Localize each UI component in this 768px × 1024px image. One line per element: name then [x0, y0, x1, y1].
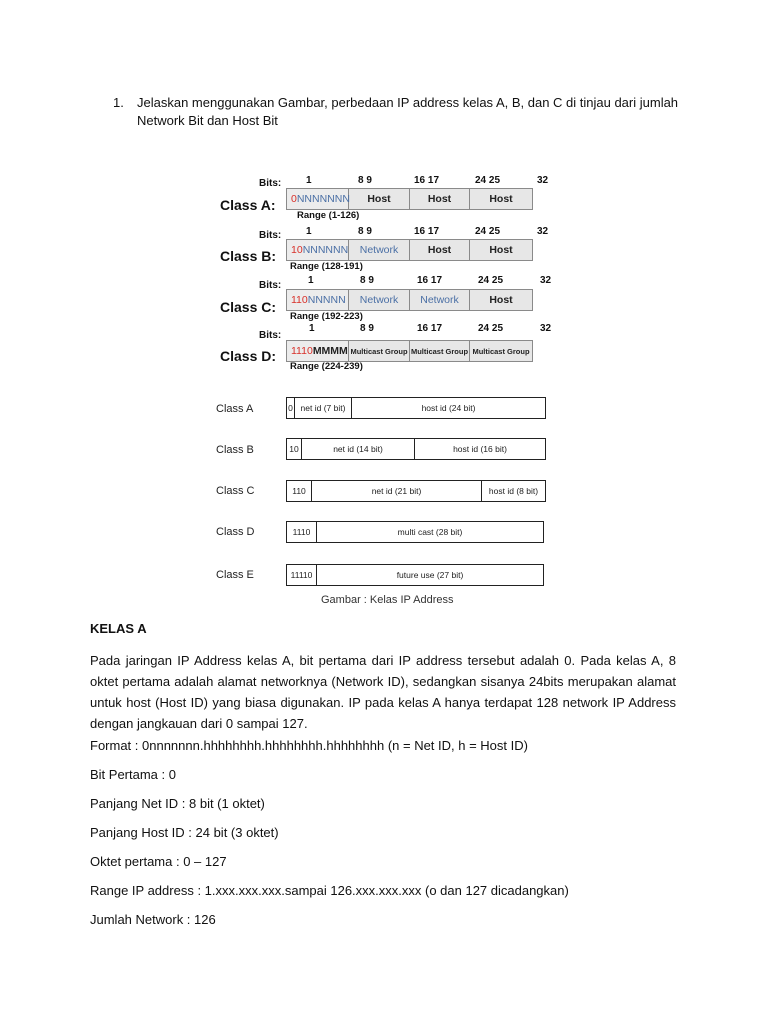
host-id-segment: host id (8 bit)	[488, 486, 539, 496]
prefix-bits: 1110	[287, 522, 317, 542]
octet-4: Host	[489, 244, 513, 256]
ip-range-line: Range IP address : 1.xxx.xxx.xxx.sampai 126.xxx.xxx.xxx (o dan 127 dicadangkan)	[90, 883, 569, 898]
tick-label: 1	[306, 175, 312, 186]
host-id-segment: host id (16 bit)	[453, 444, 507, 454]
class-b-bit-bar	[286, 239, 533, 261]
octet-3: Multicast Group	[410, 341, 470, 361]
range-label: Range (128-191)	[290, 261, 363, 272]
prefix-bits: 110	[287, 481, 312, 501]
host-id-length-line: Panjang Host ID : 24 bit (3 oktet)	[90, 825, 279, 840]
range-label: Range (192-223)	[290, 311, 363, 322]
tick-label: 1	[306, 226, 312, 237]
octet-3: Network	[410, 290, 470, 310]
class-label: Class D	[216, 526, 255, 538]
tick-label: 24 25	[478, 275, 504, 286]
tick-label: 24 25	[475, 175, 501, 186]
bits-label: Bits:	[259, 178, 282, 189]
octet-2: Network	[349, 290, 410, 310]
prefix-bits: 0	[287, 398, 295, 418]
multicast-segment: multi cast (28 bit)	[397, 527, 463, 537]
tick-label: 16 17	[414, 226, 440, 237]
octet-2: Multicast Group	[349, 341, 410, 361]
tick-label: 32	[537, 175, 549, 186]
class-a-layout-bar	[286, 397, 546, 419]
bits-label: Bits:	[259, 230, 282, 241]
host-id-segment: host id (24 bit)	[421, 403, 476, 413]
first-bit-line: Bit Pertama : 0	[90, 767, 176, 782]
octet-4: Host	[489, 193, 513, 205]
class-b-layout-bar	[286, 438, 546, 460]
octet-2: Host	[349, 189, 410, 209]
tick-label: 16 17	[417, 275, 443, 286]
bits-label: Bits:	[259, 330, 282, 341]
format-line: Format : 0nnnnnnn.hhhhhhhh.hhhhhhhh.hhhhhhhh (n = Net ID, h = Host ID)	[90, 738, 528, 753]
tick-label: 1	[308, 275, 314, 286]
net-id-segment: net id (14 bit)	[302, 439, 415, 459]
range-label: Range (1-126)	[297, 210, 360, 221]
first-octet: 1110 MMMM	[287, 341, 349, 361]
class-e-layout-bar	[286, 564, 544, 586]
class-label: Class D:	[220, 348, 277, 364]
tick-label: 24 25	[475, 226, 501, 237]
octet-3: Host	[410, 189, 470, 209]
question-text: Jelaskan menggunakan Gambar, perbedaan IP address kelas A, B, dan C di tinjau dari jumlah Network Bit dan Host Bit	[137, 95, 679, 128]
octet-2: Network	[349, 240, 410, 260]
net-id-segment: net id (7 bit)	[295, 398, 352, 418]
octet-4: Multicast Group	[472, 346, 530, 356]
first-octet-line: Oktet pertama : 0 – 127	[90, 854, 227, 869]
net-id-length-line: Panjang Net ID : 8 bit (1 oktet)	[90, 796, 265, 811]
first-octet: 10 NNNNNN	[287, 240, 349, 260]
bits-label: Bits:	[259, 280, 282, 291]
class-d-layout-bar	[286, 521, 544, 543]
tick-label: 16 17	[417, 323, 443, 334]
range-label: Range (224-239)	[290, 361, 363, 372]
tick-label: 16 17	[414, 175, 440, 186]
first-octet: 0 NNNNNNN	[287, 189, 349, 209]
prefix-bits: 11110	[287, 565, 317, 585]
future-use-segment: future use (27 bit)	[396, 570, 464, 580]
class-c-layout-bar	[286, 480, 546, 502]
octet-4: Host	[489, 294, 513, 306]
net-id-segment: net id (21 bit)	[312, 481, 482, 501]
tick-label: 8 9	[358, 226, 372, 237]
first-octet: 110 NNNNN	[287, 290, 349, 310]
tick-label: 8 9	[360, 275, 374, 286]
octet-3: Host	[410, 240, 470, 260]
tick-label: 32	[540, 275, 552, 286]
class-c-bit-bar	[286, 289, 533, 311]
class-label: Class C	[216, 485, 255, 497]
class-a-bit-bar	[286, 188, 533, 210]
class-d-bit-bar	[286, 340, 533, 362]
tick-label: 32	[537, 226, 549, 237]
tick-label: 1	[309, 323, 315, 334]
prefix-bits: 10	[287, 439, 302, 459]
tick-label: 8 9	[360, 323, 374, 334]
class-label: Class A	[216, 403, 254, 415]
question-number: 1.	[113, 95, 124, 110]
class-label: Class A:	[220, 197, 276, 213]
class-label: Class E	[216, 569, 254, 581]
class-label: Class B	[216, 444, 254, 456]
figure-caption: Gambar : Kelas IP Address	[321, 594, 454, 606]
class-label: Class B:	[220, 248, 277, 264]
tick-label: 24 25	[478, 323, 504, 334]
class-label: Class C:	[220, 299, 277, 315]
section-heading: KELAS A	[90, 621, 147, 636]
section-paragraph: Pada jaringan IP Address kelas A, bit pertama dari IP address tersebut adalah 0. Pada kelas A, 8 oktet pertama adalah alamat networknya (Network ID), sedangkan sisanya 24bits merupakan alamat untuk host (Host ID) yang biasa digunakan. IP pada kelas A hanya terdapat 128 network IP Address dengan jangkauan dari 0 sampai 127.	[90, 653, 676, 731]
tick-label: 32	[540, 323, 552, 334]
tick-label: 8 9	[358, 175, 372, 186]
network-count-line: Jumlah Network : 126	[90, 912, 216, 927]
